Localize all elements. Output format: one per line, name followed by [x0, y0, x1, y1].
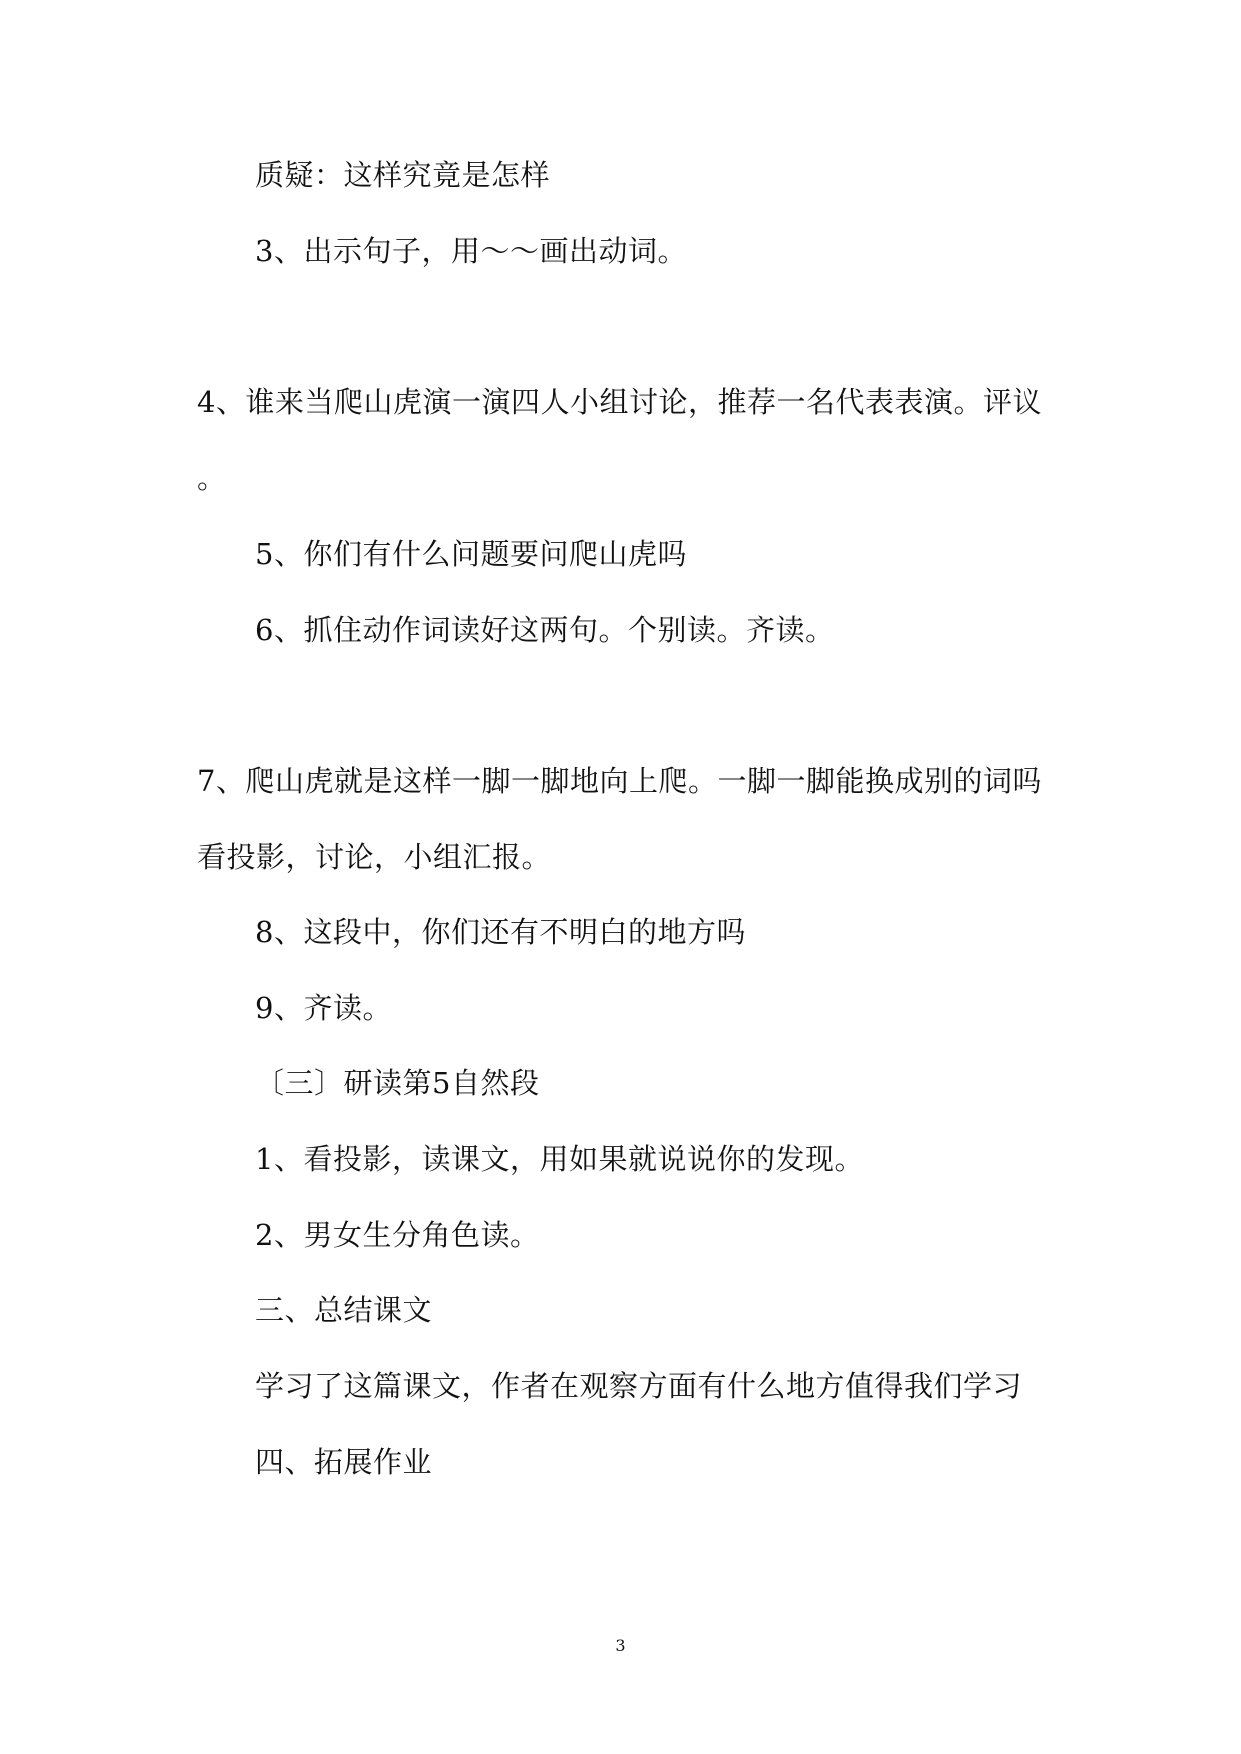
section-heading: 三、总结课文 — [255, 1293, 433, 1327]
paragraph-line: 9、齐读。 — [255, 991, 392, 1025]
paragraph-line: 2、男女生分角色读。 — [255, 1218, 540, 1252]
paragraph-line: 4、谁来当爬山虎演一演四人小组讨论，推荐一名代表表演。评议 — [197, 385, 1042, 419]
paragraph-line: 质疑：这样究竟是怎样 — [255, 158, 551, 192]
paragraph-line: 5、你们有什么问题要问爬山虎吗 — [255, 537, 687, 571]
section-heading: 四、拓展作业 — [255, 1445, 433, 1479]
paragraph-line: 8、这段中，你们还有不明白的地方吗 — [255, 915, 746, 949]
paragraph-line: 看投影，讨论，小组汇报。 — [197, 840, 552, 874]
paragraph-line: 学习了这篇课文，作者在观察方面有什么地方值得我们学习 — [255, 1369, 1023, 1403]
paragraph-line: 。 — [197, 461, 227, 495]
paragraph-line: 3、出示句子，用～～画出动词。 — [255, 234, 687, 268]
page-number: 3 — [615, 1636, 626, 1655]
section-heading: 〔三〕研读第5自然段 — [255, 1066, 540, 1100]
paragraph-line: 1、看投影，读课文，用如果就说说你的发现。 — [255, 1142, 864, 1176]
paragraph-line: 6、抓住动作词读好这两句。个别读。齐读。 — [255, 613, 835, 647]
paragraph-line: 7、爬山虎就是这样一脚一脚地向上爬。一脚一脚能换成别的词吗 — [197, 764, 1042, 798]
